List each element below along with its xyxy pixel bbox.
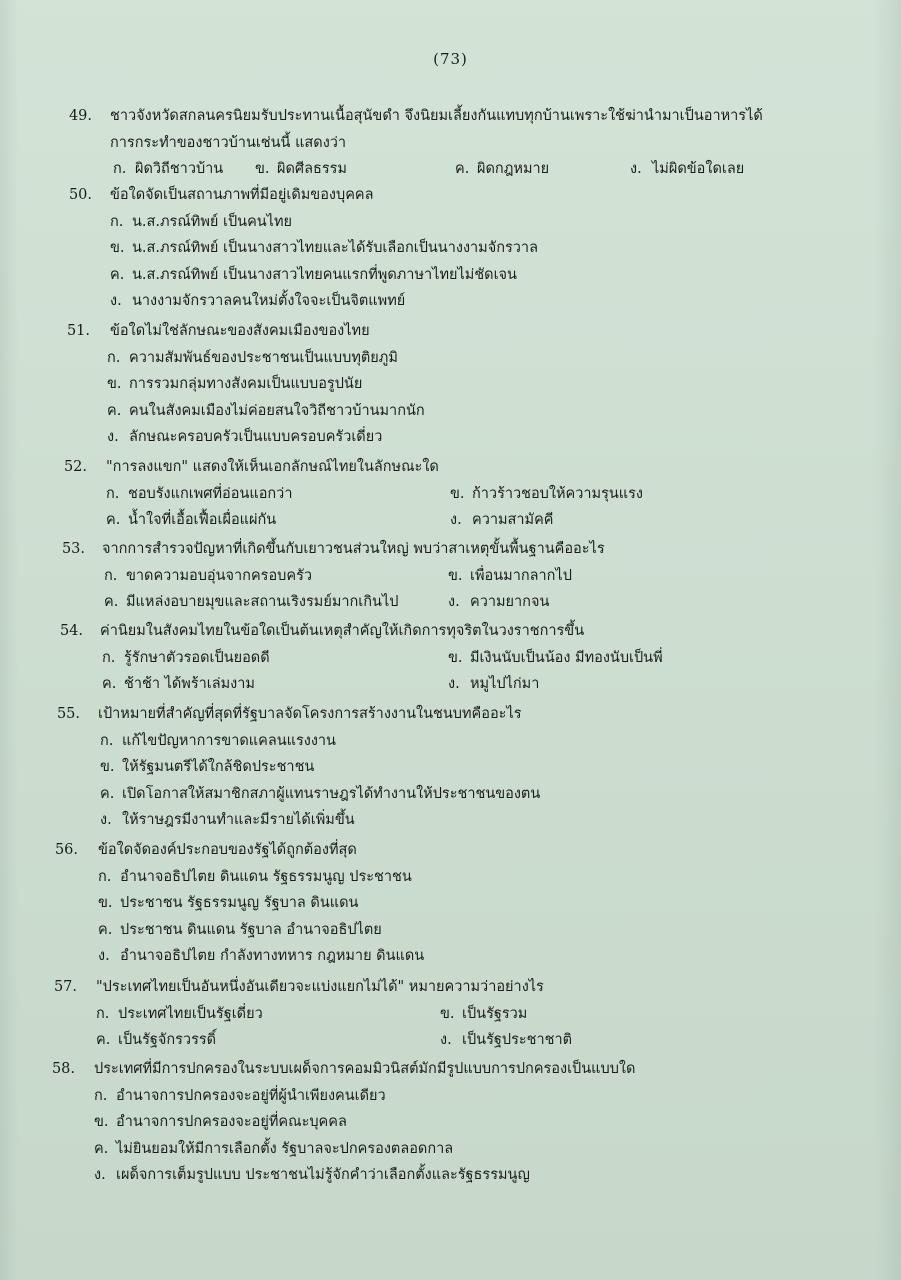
option-b: ข. ผิดศีลธรรม xyxy=(255,161,347,177)
question-stem: จากการสำรวจปัญหาที่เกิดขึ้นกับเยาวชนส่วนใหญ่ พบว่าสาเหตุขั้นพื้นฐานคืออะไร xyxy=(102,541,605,557)
page-number: (73) xyxy=(433,50,468,68)
option-d: ง. ไม่ผิดข้อใดเลย xyxy=(630,161,745,177)
question-50 xyxy=(0,184,901,317)
option-b: ข. เพื่อนมากลากไป xyxy=(448,567,572,584)
option-b: ข. ให้รัฐมนตรีได้ใกล้ชิดประชาชน xyxy=(100,759,315,775)
option-b: ข. อำนาจการปกครองจะอยู่ที่คณะบุคคล xyxy=(94,1114,347,1130)
question-number: 57. xyxy=(53,979,77,995)
option-b: ข. ประชาชน รัฐธรรมนูญ รัฐบาล ดินแดน xyxy=(98,895,359,911)
option-c: ค. ช้าช้า ได้พร้าเล่มงาม xyxy=(102,676,255,692)
option-b: ข. การรวมกลุ่มทางสังคมเป็นแบบอรูปนัย xyxy=(107,376,363,392)
question-57 xyxy=(0,976,901,1056)
option-b: ข. น.ส.ภรณ์ทิพย์ เป็นนางสาวไทยและได้รับเลือกเป็นนางงามจักรวาล xyxy=(110,240,538,256)
question-54 xyxy=(0,620,901,700)
option-d: ง. ลักษณะครอบครัวเป็นแบบครอบครัวเดี่ยว xyxy=(107,429,383,445)
option-a: ก. รู้รักษาตัวรอดเป็นยอดดี xyxy=(102,649,270,666)
question-stem: ข้อใดไม่ใช่ลักษณะของสังคมเมืองของไทย xyxy=(110,323,370,339)
option-b: ข. เป็นรัฐรวม xyxy=(440,1005,528,1022)
question-number: 55. xyxy=(56,706,80,722)
question-number: 51. xyxy=(66,323,90,339)
question-stem: ข้อใดจัดเป็นสถานภาพที่มีอยู่เดิมของบุคคล xyxy=(110,187,374,203)
question-56 xyxy=(0,839,901,972)
question-stem: ข้อใดจัดองค์ประกอบของรัฐได้ถูกต้องที่สุด xyxy=(98,842,357,858)
option-a: ก. อำนาจการปกครองจะอยู่ที่ผู้นำเพียงคนเดียว xyxy=(94,1087,386,1104)
question-stem: "ประเทศไทยเป็นอันหนึ่งอันเดียวจะแบ่งแยกไม่ได้" หมายความว่าอย่างไร xyxy=(96,979,544,995)
question-stem: เป้าหมายที่สำคัญที่สุดที่รัฐบาลจัดโครงการสร้างงานในชนบทคืออะไร xyxy=(98,706,522,722)
option-c: ค. ไม่ยินยอมให้มีการเลือกตั้ง รัฐบาลจะปกครองตลอดกาล xyxy=(94,1140,454,1157)
question-51 xyxy=(0,320,901,453)
option-d: ง. เผด็จการเต็มรูปแบบ ประชาชนไม่รู้จักคำว่าเลือกตั้งและรัฐธรรมนูญ xyxy=(94,1167,530,1183)
question-stem-continued: การกระทำของชาวบ้านเช่นนี้ แสดงว่า xyxy=(110,134,347,151)
question-number: 52. xyxy=(63,459,87,475)
question-number: 56. xyxy=(54,842,78,858)
option-d: ง. เป็นรัฐประชาชาติ xyxy=(440,1032,573,1048)
option-a: ก. ผิดวิถีชาวบ้าน xyxy=(113,161,224,177)
option-c: ค. คนในสังคมเมืองไม่ค่อยสนใจวิถีชาวบ้านมากนัก xyxy=(107,402,425,419)
option-d: ง. หมูไปไก่มา xyxy=(448,676,540,692)
option-a: ก. ขาดความอบอุ่นจากครอบครัว xyxy=(104,567,312,584)
question-53 xyxy=(0,538,901,618)
option-c: ค. ผิดกฎหมาย xyxy=(455,161,550,177)
option-a: ก. ความสัมพันธ์ของประชาชนเป็นแบบทุติยภูมิ xyxy=(107,349,398,366)
option-c: ค. มีแหล่งอบายมุขและสถานเริงรมย์มากเกินไป xyxy=(104,594,399,610)
option-a: ก. แก้ไขปัญหาการขาดแคลนแรงงาน xyxy=(100,732,336,749)
question-49 xyxy=(0,105,901,185)
question-stem: ชาวจังหวัดสกลนครนิยมรับประทานเนื้อสุนัขดำ จึงนิยมเลี้ยงกันแทบทุกบ้านเพราะใช้ฆ่านำมาเป็นอาหารได้ xyxy=(110,108,763,124)
option-a: ก. อำนาจอธิปไตย ดินแดน รัฐธรรมนูญ ประชาชน xyxy=(98,868,412,885)
option-d: ง. นางงามจักรวาลคนใหม่ตั้งใจจะเป็นจิตแพทย์ xyxy=(110,293,406,309)
question-52 xyxy=(0,456,901,536)
question-stem: "การลงแขก" แสดงให้เห็นเอกลักษณ์ไทยในลักษณะใด xyxy=(106,459,439,475)
option-c: ค. เป็นรัฐจักรวรรดิ์ xyxy=(96,1032,217,1048)
question-number: 49. xyxy=(68,108,92,124)
question-number: 54. xyxy=(59,623,83,639)
option-b: ข. ก้าวร้าวชอบให้ความรุนแรง xyxy=(450,485,643,502)
question-number: 58. xyxy=(51,1061,75,1077)
question-stem: ประเทศที่มีการปกครองในระบบเผด็จการคอมมิวนิสต์มักมีรูปแบบการปกครองเป็นแบบใด xyxy=(94,1061,636,1077)
option-d: ง. ความสามัคคี xyxy=(450,512,554,528)
question-number: 53. xyxy=(61,541,85,557)
option-b: ข. มีเงินนับเป็นน้อง มีทองนับเป็นพี่ xyxy=(448,649,663,666)
question-number: 50. xyxy=(68,187,92,203)
option-c: ค. น้ำใจที่เอื้อเฟื้อเผื่อแผ่กัน xyxy=(106,512,277,528)
option-a: ก. น.ส.ภรณ์ทิพย์ เป็นคนไทย xyxy=(110,213,293,230)
option-a: ก. ชอบรังแกเพศที่อ่อนแอกว่า xyxy=(106,485,293,502)
question-stem: ค่านิยมในสังคมไทยในข้อใดเป็นต้นเหตุสำคัญให้เกิดการทุจริตในวงราชการขึ้น xyxy=(100,623,585,639)
option-d: ง. ความยากจน xyxy=(448,594,550,610)
question-55 xyxy=(0,703,901,836)
option-d: ง. ให้ราษฎรมีงานทำและมีรายได้เพิ่มขึ้น xyxy=(100,812,355,828)
option-c: ค. น.ส.ภรณ์ทิพย์ เป็นนางสาวไทยคนแรกที่พูดภาษาไทยไม่ชัดเจน xyxy=(110,266,517,283)
option-d: ง. อำนาจอธิปไตย กำลังทางทหาร กฎหมาย ดินแดน xyxy=(98,948,425,964)
option-a: ก. ประเทศไทยเป็นรัฐเดี่ยว xyxy=(96,1005,263,1022)
question-58 xyxy=(0,1058,901,1191)
option-c: ค. เปิดโอกาสให้สมาชิกสภาผู้แทนราษฎรได้ทำงานให้ประชาชนของตน xyxy=(100,785,541,802)
option-c: ค. ประชาชน ดินแดน รัฐบาล อำนาจอธิปไตย xyxy=(98,921,382,938)
